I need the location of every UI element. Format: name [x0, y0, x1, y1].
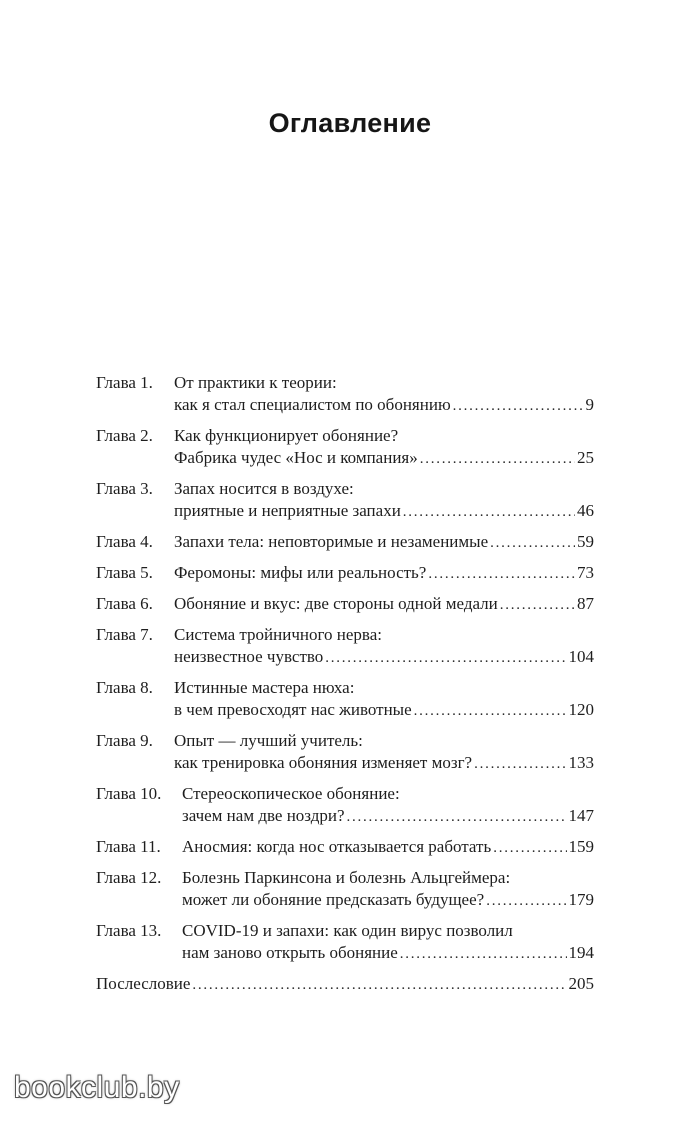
- chapter-title-line-1: Обоняние и вкус: две стороны одной медали: [174, 594, 498, 613]
- page-number: 25: [577, 448, 594, 467]
- page-number: 9: [585, 395, 594, 414]
- chapter-title-line-2: как я стал специалистом по обонянию: [174, 395, 451, 414]
- chapter-label: Глава 6.: [96, 594, 153, 613]
- chapter-label: Глава 11.: [96, 837, 161, 856]
- chapter-title-line-2: может ли обоняние предсказать будущее?: [182, 890, 485, 909]
- toc-entry-chapter-8[interactable]: [96, 677, 594, 721]
- chapter-label: Глава 4.: [96, 532, 153, 551]
- chapter-title-line-2: приятные и неприятные запахи: [174, 501, 401, 520]
- chapter-title-line-2: как тренировка обоняния изменяет мозг?: [174, 753, 473, 772]
- chapter-title-line-1: Болезнь Паркинсона и болезнь Альцгеймера:: [182, 868, 511, 887]
- dot-leader: [403, 500, 575, 523]
- toc-entry-chapter-5[interactable]: [96, 562, 594, 584]
- chapter-title-line-1: Запахи тела: неповторимые и незаменимые: [174, 532, 489, 551]
- chapter-label: Глава 12.: [96, 868, 162, 887]
- page-number: 159: [568, 837, 594, 856]
- page-number: 59: [577, 532, 594, 551]
- dot-leader: [428, 562, 575, 585]
- chapter-title-line-1: Опыт — лучший учитель:: [174, 731, 363, 750]
- toc-entry-chapter-1[interactable]: [96, 372, 594, 416]
- page-number: 87: [577, 594, 594, 613]
- chapter-title-line-1: COVID-19 и запахи: как один вирус позволил: [182, 921, 513, 940]
- page-number: 73: [577, 563, 594, 582]
- chapter-title-line-1: Стереоскопическое обоняние:: [182, 784, 400, 803]
- dot-leader: [325, 646, 566, 669]
- toc-entry-chapter-3[interactable]: [96, 478, 594, 522]
- chapter-title-line-2: в чем превосходят нас животные: [174, 700, 412, 719]
- chapter-label: Глава 9.: [96, 731, 153, 750]
- chapter-title-line-1: От практики к теории:: [174, 373, 337, 392]
- toc-entry-chapter-13[interactable]: [96, 920, 594, 964]
- toc-entry-chapter-7[interactable]: [96, 624, 594, 668]
- chapter-title-line-1: Аносмия: когда нос отказывается работать: [182, 837, 492, 856]
- chapter-label: Глава 13.: [96, 921, 162, 940]
- chapter-title-line-2: нам заново открыть обоняние: [182, 943, 398, 962]
- table-of-contents: [96, 372, 594, 1004]
- dot-leader: [490, 531, 575, 554]
- page-number: 46: [577, 501, 594, 520]
- chapter-title-line-2: Фабрика чудес «Нос и компания»: [174, 448, 418, 467]
- page-number: 194: [568, 943, 594, 962]
- chapter-title-line-1: Истинные мастера нюха:: [174, 678, 355, 697]
- chapter-label: Глава 8.: [96, 678, 153, 697]
- afterword-title: Послесловие: [96, 974, 191, 993]
- toc-entry-chapter-12[interactable]: [96, 867, 594, 911]
- chapter-title-line-2: зачем нам две ноздри?: [182, 806, 345, 825]
- toc-entry-chapter-4[interactable]: [96, 531, 594, 553]
- toc-entry-chapter-11[interactable]: [96, 836, 594, 858]
- page-number: 104: [568, 647, 594, 666]
- dot-leader: [493, 836, 566, 859]
- chapter-label: Глава 2.: [96, 426, 153, 445]
- chapter-label: Глава 1.: [96, 373, 153, 392]
- chapter-label: Глава 7.: [96, 625, 153, 644]
- dot-leader: [414, 699, 567, 722]
- page-number: 179: [568, 890, 594, 909]
- dot-leader: [192, 973, 566, 996]
- chapter-title-line-1: Как функционирует обоняние?: [174, 426, 399, 445]
- dot-leader: [400, 942, 567, 965]
- page-number: 147: [568, 806, 594, 825]
- dot-leader: [420, 447, 575, 470]
- toc-entry-chapter-10[interactable]: [96, 783, 594, 827]
- chapter-label: Глава 5.: [96, 563, 153, 582]
- page-number: 133: [568, 753, 594, 772]
- chapter-title-line-2: неизвестное чувство: [174, 647, 324, 666]
- page-title: Оглавление: [268, 108, 432, 138]
- page-number: 120: [568, 700, 594, 719]
- dot-leader: [347, 805, 567, 828]
- chapter-label: Глава 10.: [96, 784, 162, 803]
- page-number: 205: [568, 974, 594, 993]
- chapter-title-line-1: Система тройничного нерва:: [174, 625, 382, 644]
- dot-leader: [500, 593, 575, 616]
- dot-leader: [474, 752, 566, 775]
- toc-entry-chapter-2[interactable]: [96, 425, 594, 469]
- chapter-label: Глава 3.: [96, 479, 153, 498]
- site-watermark: bookclub.by: [14, 1071, 180, 1104]
- toc-entry-afterword[interactable]: [96, 973, 594, 995]
- toc-entry-chapter-9[interactable]: [96, 730, 594, 774]
- toc-entry-chapter-6[interactable]: [96, 593, 594, 615]
- chapter-title-line-1: Запах носится в воздухе:: [174, 479, 354, 498]
- dot-leader: [486, 889, 566, 912]
- chapter-title-line-1: Феромоны: мифы или реальность?: [174, 563, 427, 582]
- dot-leader: [453, 394, 584, 417]
